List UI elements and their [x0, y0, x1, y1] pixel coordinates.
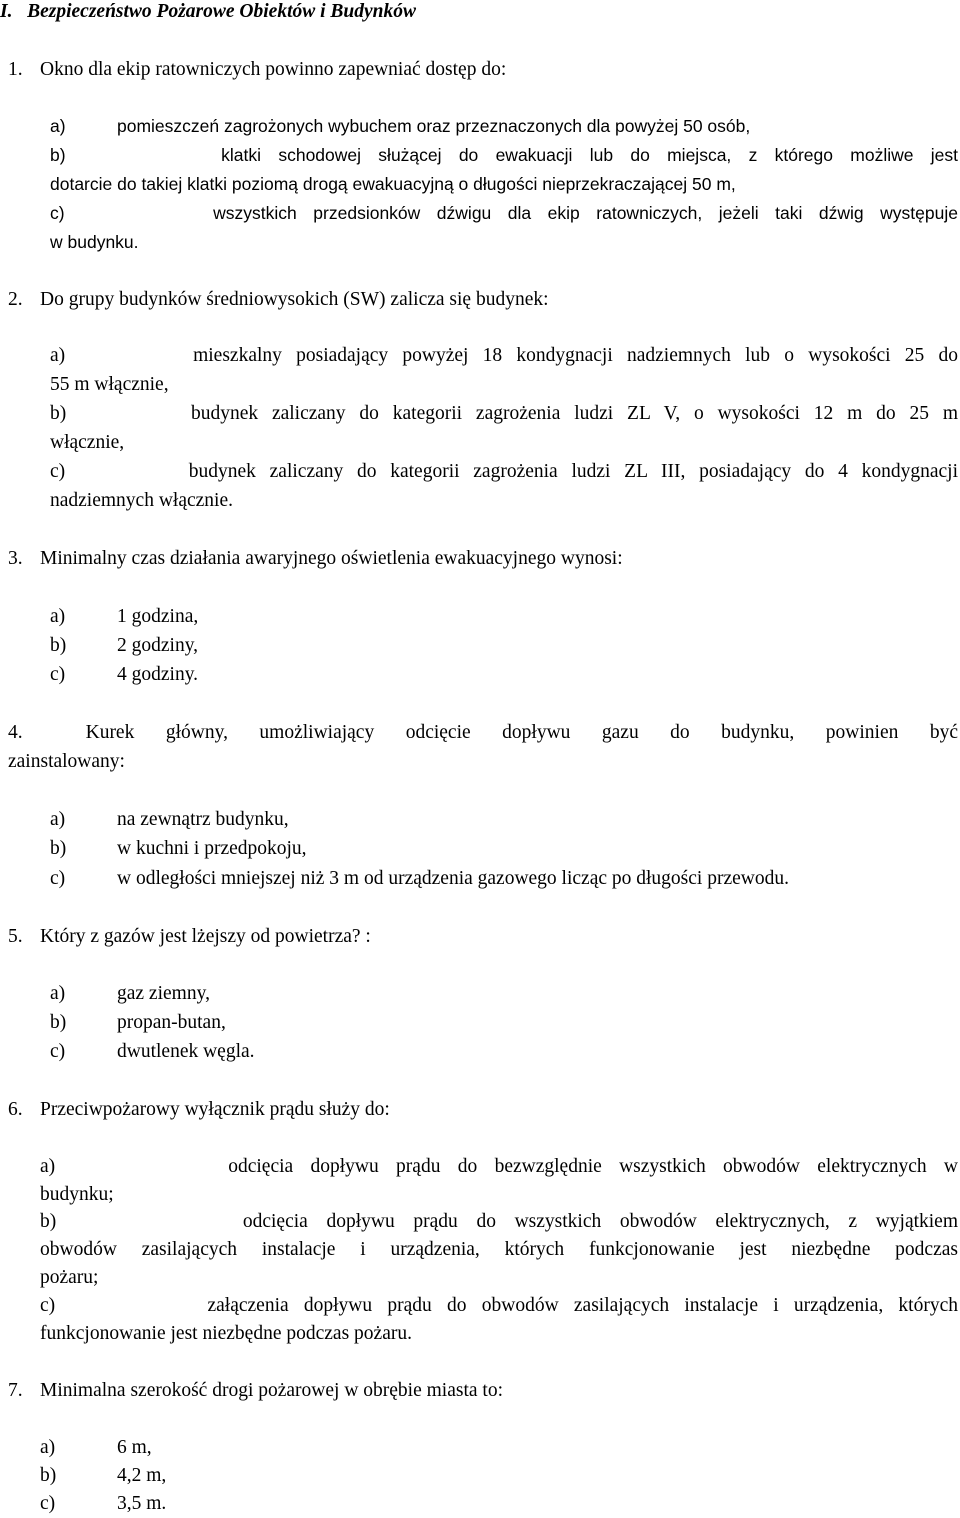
answer-text: 55 m włącznie,: [50, 374, 169, 395]
answer-5b: [50, 1009, 226, 1037]
answer-2b: [50, 400, 958, 428]
section-number: I.: [0, 1, 13, 22]
answer-text: 4 godziny.: [117, 664, 199, 685]
answer-text: dotarcie do takiej klatki poziomą drogą ewakuacyjną o długości nieprzekraczającej 50 m,: [50, 174, 736, 194]
answer-text: budynku;: [40, 1184, 114, 1205]
answer-2c: [50, 458, 958, 486]
answer-1b: [50, 141, 958, 169]
question-number: 4.: [8, 722, 23, 743]
question-4: [8, 719, 958, 747]
answer-label: b): [50, 635, 67, 656]
question-5: [8, 923, 371, 951]
answer-text: klatki schodowej służącej do ewakuacji lub do miejsca, z którego możliwe jest: [221, 145, 958, 165]
answer-text: wszystkich przedsionków dźwigu dla ekip ratowniczych, jeżeli taki dźwig występuje: [213, 203, 958, 223]
answer-text: w odległości mniejszej niż 3 m od urządzenia gazowego licząc po długości przewodu.: [117, 868, 789, 889]
answer-3a: [50, 603, 198, 631]
question-text: Kurek główny, umożliwiający odcięcie dopływu gazu do budynku, powinien być: [85, 722, 959, 743]
section-title: Bezpieczeństwo Pożarowe Obiektów i Budynków: [27, 1, 417, 22]
answer-text: 3,5 m.: [117, 1493, 167, 1514]
answer-4c: [50, 865, 789, 893]
question-text: Do grupy budynków średniowysokich (SW) zalicza się budynek:: [40, 289, 549, 310]
answer-text: pomieszczeń zagrożonych wybuchem oraz przeznaczonych dla powyżej 50 osób,: [117, 116, 751, 136]
question-text: zainstalowany:: [8, 751, 125, 772]
question-number: 1.: [8, 59, 23, 80]
answer-2a-cont: [50, 371, 169, 399]
answer-text: gaz ziemny,: [117, 983, 210, 1004]
answer-text: na zewnątrz budynku,: [117, 809, 289, 830]
answer-label: a): [40, 1437, 56, 1458]
answer-6b-cont: [40, 1236, 958, 1264]
answer-text: w kuchni i przedpokoju,: [117, 838, 307, 859]
answer-label: b): [50, 1012, 67, 1033]
answer-3b: [50, 632, 198, 660]
answer-text: odcięcia dopływu prądu do wszystkich obwodów elektrycznych, z wyjątkiem: [242, 1211, 959, 1232]
answer-2c-cont: [50, 487, 233, 515]
answer-label: a): [50, 983, 66, 1004]
answer-label: c): [40, 1295, 56, 1316]
question-number: 3.: [8, 548, 23, 569]
answer-text: włącznie,: [50, 432, 125, 453]
question-4-cont: [8, 748, 125, 776]
question-text: Okno dla ekip ratowniczych powinno zapewniać dostęp do:: [40, 59, 507, 80]
answer-4a: [50, 806, 289, 834]
answer-text: dwutlenek węgla.: [117, 1041, 255, 1062]
answer-5c: [50, 1038, 255, 1066]
answer-label: c): [40, 1493, 56, 1514]
answer-label: c): [50, 868, 66, 889]
answer-label: a): [40, 1156, 56, 1177]
answer-text: budynek zaliczany do kategorii zagrożenia ludzi ZL V, o wysokości 12 m do 25 m: [190, 403, 959, 424]
answer-label: b): [50, 403, 67, 424]
answer-7b: [40, 1462, 166, 1490]
question-7: [8, 1377, 503, 1405]
answer-1c: [50, 199, 958, 227]
answer-text: obwodów zasilających instalacje i urządzenia, których funkcjonowanie jest niezbędne podczas: [40, 1239, 958, 1260]
answer-6b-cont2: [40, 1264, 98, 1292]
answer-label: b): [40, 1211, 57, 1232]
question-number: 6.: [8, 1099, 23, 1120]
answer-6c-cont: [40, 1320, 412, 1348]
answer-text: 1 godzina,: [117, 606, 199, 627]
answer-1b-cont: [50, 170, 736, 198]
answer-3c: [50, 661, 198, 689]
question-text: Który z gazów jest lżejszy od powietrza? :: [40, 926, 371, 947]
answer-7a: [40, 1434, 152, 1462]
answer-label: a): [50, 116, 66, 136]
answer-label: b): [50, 145, 66, 165]
answer-label: c): [50, 1041, 66, 1062]
answer-label: a): [50, 606, 66, 627]
answer-label: c): [50, 461, 66, 482]
question-number: 5.: [8, 926, 23, 947]
answer-text: załączenia dopływu prądu do obwodów zasilających instalacje i urządzenia, których: [207, 1295, 959, 1316]
answer-1a: [50, 112, 750, 140]
answer-label: b): [50, 838, 67, 859]
answer-6a-cont: [40, 1181, 114, 1209]
answer-6c: [40, 1292, 958, 1320]
answer-text: propan-butan,: [117, 1012, 226, 1033]
answer-text: 4,2 m,: [117, 1465, 167, 1486]
answer-6b: [40, 1208, 958, 1236]
answer-text: w budynku.: [50, 232, 139, 252]
section-heading: [0, 0, 416, 26]
question-number: 2.: [8, 289, 23, 310]
question-2: [8, 286, 549, 314]
answer-label: c): [50, 203, 65, 223]
answer-7c: [40, 1490, 166, 1518]
answer-2a: [50, 342, 958, 370]
answer-6a: [40, 1153, 958, 1181]
answer-label: a): [50, 809, 66, 830]
answer-text: mieszkalny posiadający powyżej 18 kondygnacji nadziemnych lub o wysokości 25 do: [193, 345, 959, 366]
answer-label: b): [40, 1465, 57, 1486]
answer-text: funkcjonowanie jest niezbędne podczas pożaru.: [40, 1323, 412, 1344]
answer-text: 6 m,: [117, 1437, 152, 1458]
question-3: [8, 545, 623, 573]
answer-1c-cont: [50, 228, 139, 256]
answer-text: budynek zaliczany do kategorii zagrożenia ludzi ZL III, posiadający do 4 kondygnacji: [188, 461, 958, 482]
question-1: [8, 56, 506, 84]
answer-4b: [50, 835, 307, 863]
question-number: 7.: [8, 1380, 23, 1401]
answer-text: nadziemnych włącznie.: [50, 490, 233, 511]
question-6: [8, 1096, 390, 1124]
answer-text: 2 godziny,: [117, 635, 199, 656]
answer-2b-cont: [50, 429, 124, 457]
question-text: Przeciwpożarowy wyłącznik prądu służy do:: [40, 1099, 390, 1120]
answer-5a: [50, 980, 210, 1008]
answer-text: odcięcia dopływu prądu do bezwzględnie wszystkich obwodów elektrycznych w: [228, 1156, 958, 1177]
answer-label: c): [50, 664, 66, 685]
question-text: Minimalny czas działania awaryjnego oświetlenia ewakuacyjnego wynosi:: [40, 548, 623, 569]
answer-label: a): [50, 345, 66, 366]
answer-text: pożaru;: [40, 1267, 99, 1288]
question-text: Minimalna szerokość drogi pożarowej w obrębie miasta to:: [40, 1380, 503, 1401]
